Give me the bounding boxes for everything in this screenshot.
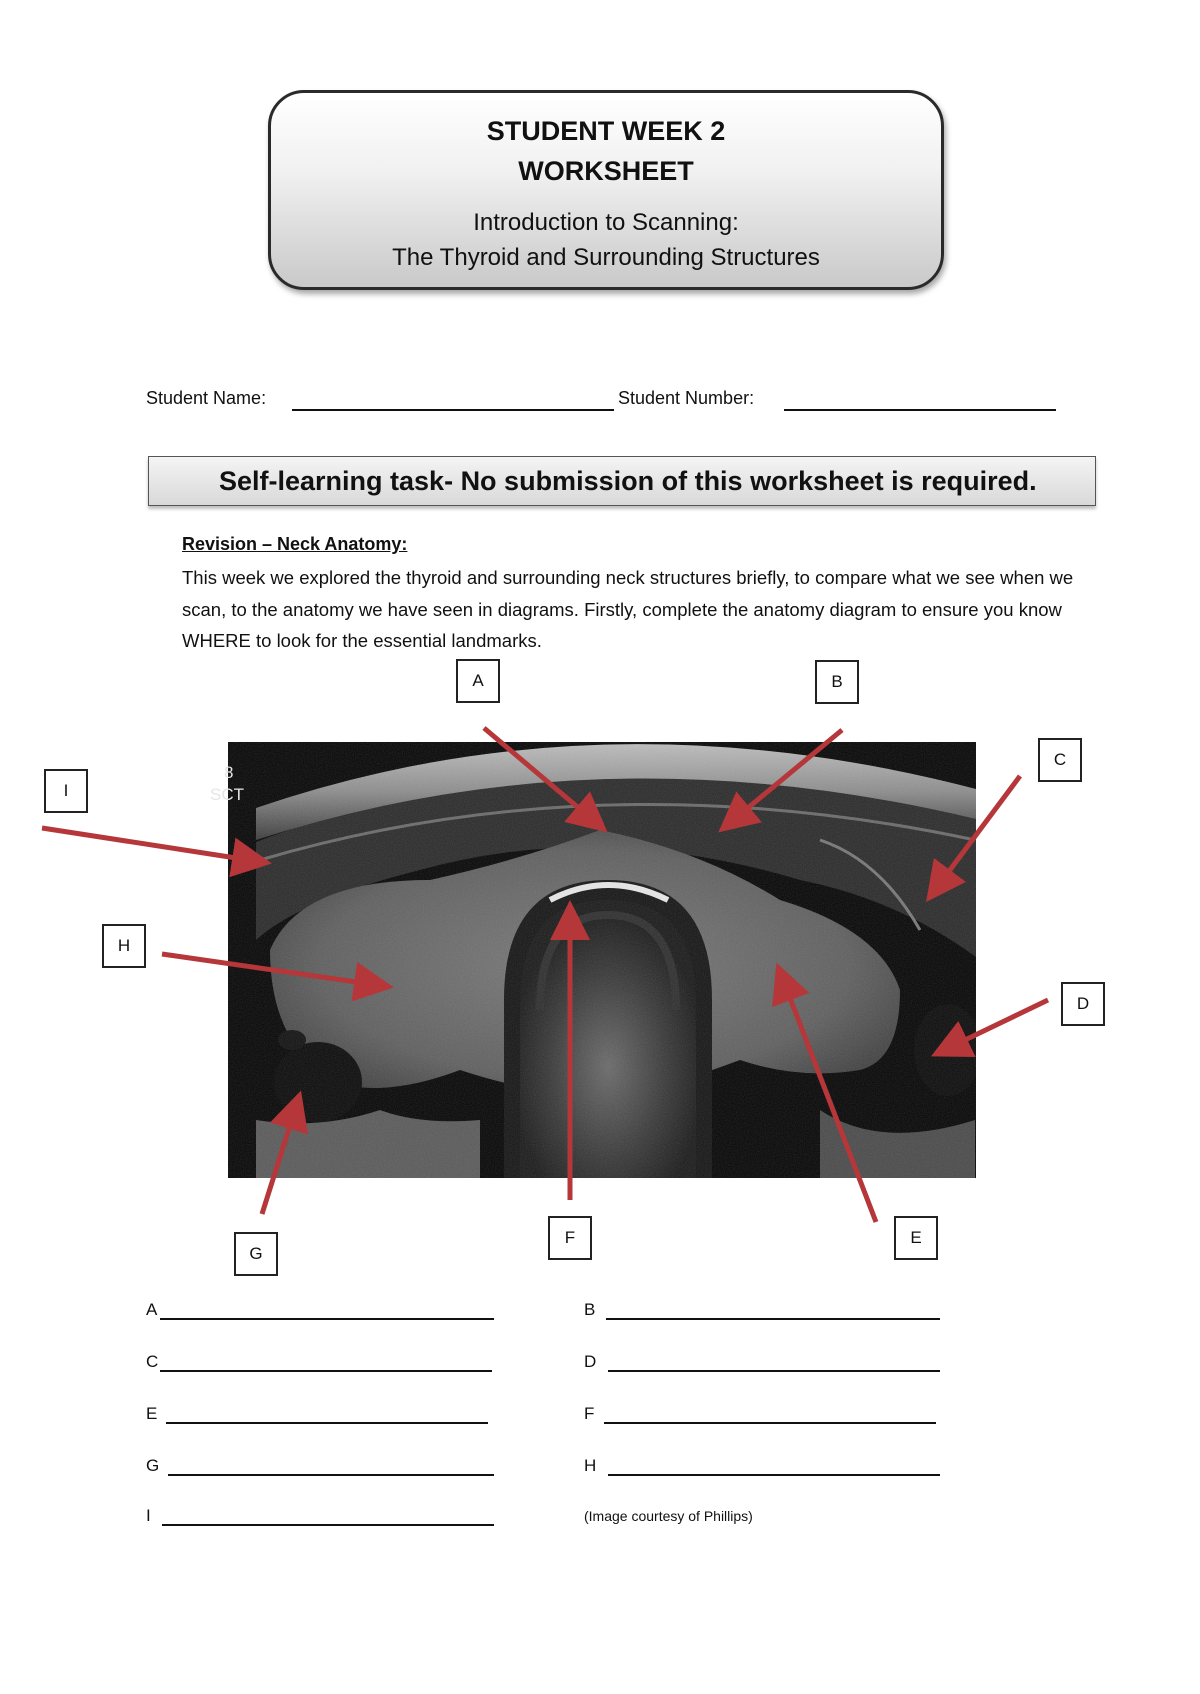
answer-label-h: H — [584, 1456, 597, 1475]
diagram-label-e: E — [894, 1216, 938, 1260]
image-credit: (Image courtesy of Phillips) — [584, 1508, 753, 1524]
diagram-label-a: A — [456, 659, 500, 703]
answer-field-e[interactable] — [166, 1422, 488, 1424]
diagram-label-d: D — [1061, 982, 1105, 1026]
answer-label-i: I — [146, 1506, 151, 1525]
subtitle-line-1: Introduction to Scanning: — [473, 209, 739, 236]
diagram-label-g: G — [234, 1232, 278, 1276]
answer-field-f[interactable] — [604, 1422, 936, 1424]
student-number-label: Student Number: — [618, 388, 755, 408]
answer-label-c: C — [146, 1352, 159, 1371]
answer-field-g[interactable] — [168, 1474, 494, 1476]
student-name-label: Student Name: — [146, 388, 267, 408]
answer-label-d: D — [584, 1352, 597, 1371]
self-learning-banner-text: Self-learning task- No submission of this worksheet is required. — [219, 466, 1037, 496]
answer-field-i[interactable] — [162, 1524, 494, 1526]
scan-overlay-text-2: SCT — [210, 785, 244, 804]
answer-field-b[interactable] — [606, 1318, 940, 1320]
revision-paragraph: This week we explored the thyroid and surrounding neck structures briefly, to compare what we see when we scan, to the anatomy we have seen in diagrams. Firstly, complete the anatomy diagram to ensure you know WHERE to look for the essential landmarks. — [182, 567, 1074, 651]
diagram-label-c: C — [1038, 738, 1082, 782]
answer-field-d[interactable] — [608, 1370, 940, 1372]
answer-field-a[interactable] — [160, 1318, 494, 1320]
answer-label-f: F — [584, 1404, 595, 1423]
diagram-label-f: F — [548, 1216, 592, 1260]
diagram-label-b: B — [815, 660, 859, 704]
answer-field-c[interactable] — [160, 1370, 492, 1372]
diagram-label-h: H — [102, 924, 146, 968]
answer-label-g: G — [146, 1456, 160, 1475]
revision-heading: Revision – Neck Anatomy: — [182, 534, 408, 554]
answer-field-h[interactable] — [608, 1474, 940, 1476]
ultrasound-image — [228, 742, 982, 1178]
title-line-1: STUDENT WEEK 2 — [486, 116, 726, 146]
answer-label-e: E — [146, 1404, 158, 1423]
answer-label-a: A — [146, 1300, 158, 1319]
subtitle-line-2: The Thyroid and Surrounding Structures — [392, 244, 820, 271]
scan-overlay-text-1: 8 — [224, 763, 234, 782]
answer-label-b: B — [584, 1300, 596, 1319]
title-line-2: WORKSHEET — [518, 156, 694, 186]
diagram-label-i: I — [44, 769, 88, 813]
